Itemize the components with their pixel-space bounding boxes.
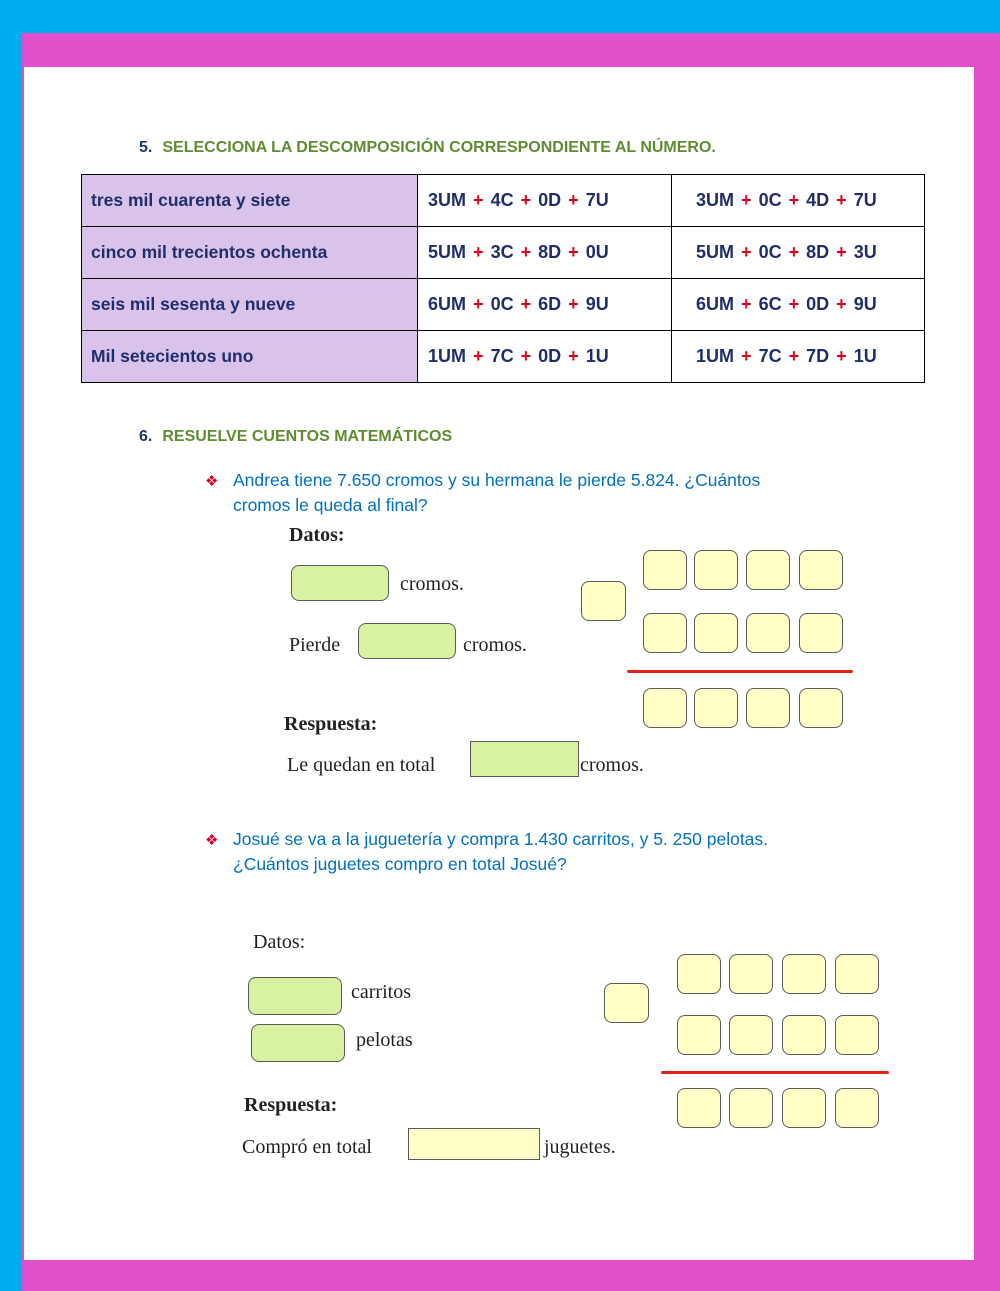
plus-sign: + xyxy=(473,346,484,366)
place-value-term: 8D xyxy=(806,242,830,262)
place-value-term: 9U xyxy=(853,294,877,314)
place-value-term: 6UM xyxy=(428,294,467,314)
plus-sign: + xyxy=(568,294,579,314)
plus-sign: + xyxy=(788,242,800,262)
plus-sign: + xyxy=(788,346,800,366)
plus-sign: + xyxy=(741,242,752,262)
place-value-term: 3UM xyxy=(696,190,735,210)
problem1-result-box[interactable] xyxy=(746,688,790,728)
problem1-digit-box[interactable] xyxy=(694,613,738,653)
place-value-term: 0D xyxy=(538,190,562,210)
problem2-carry-box[interactable] xyxy=(604,983,649,1023)
problem1-cromos2-label: cromos. xyxy=(463,634,527,656)
problem1-digit-box[interactable] xyxy=(746,550,790,590)
place-value-term: 3UM xyxy=(428,190,467,210)
plus-sign: + xyxy=(568,346,579,366)
place-value-term: 1U xyxy=(853,346,877,366)
problem1-carry-box[interactable] xyxy=(581,581,626,621)
problem2-respuesta-label: Respuesta: xyxy=(244,1094,338,1116)
problem1-digit-box[interactable] xyxy=(799,550,843,590)
section6-number: 6. xyxy=(139,428,153,445)
decomposition-option-2[interactable] xyxy=(672,279,925,331)
plus-sign: + xyxy=(520,242,532,262)
decomposition-table xyxy=(81,174,925,383)
place-value-term: 0D xyxy=(538,346,562,366)
section5-number: 5. xyxy=(139,139,153,156)
problem1-datos-label: Datos: xyxy=(289,524,345,546)
problem1-answer-prefix: Le quedan en total xyxy=(287,754,436,776)
problem1-digit-box[interactable] xyxy=(694,550,738,590)
plus-sign: + xyxy=(568,190,579,210)
place-value-term: 1UM xyxy=(696,346,735,366)
place-value-term: 8D xyxy=(538,242,562,262)
problem1-digit-box[interactable] xyxy=(799,613,843,653)
problem1-digit-box[interactable] xyxy=(643,550,687,590)
place-value-term: 5UM xyxy=(428,242,467,262)
problem1-cromos-input[interactable] xyxy=(291,565,389,601)
decomposition-option-1[interactable] xyxy=(418,279,672,331)
place-value-term: 0C xyxy=(758,190,782,210)
place-value-term: 5UM xyxy=(696,242,735,262)
plus-sign: + xyxy=(836,242,847,262)
plus-sign: + xyxy=(836,294,847,314)
decomposition-option-2[interactable] xyxy=(672,175,925,227)
plus-sign: + xyxy=(568,242,579,262)
problem2-digit-box[interactable] xyxy=(677,1015,721,1055)
place-value-term: 7C xyxy=(490,346,514,366)
problem1-respuesta-label: Respuesta: xyxy=(284,713,378,735)
place-value-term: 6D xyxy=(538,294,562,314)
problem2-text xyxy=(233,827,768,877)
decomposition-row xyxy=(82,279,925,331)
plus-sign: + xyxy=(473,190,484,210)
problem1-digit-box[interactable] xyxy=(643,613,687,653)
plus-sign: + xyxy=(836,190,847,210)
place-value-term: 4C xyxy=(490,190,514,210)
plus-sign: + xyxy=(741,294,752,314)
plus-sign: + xyxy=(520,294,532,314)
decomposition-option-1[interactable] xyxy=(418,331,672,383)
problem1-text xyxy=(233,468,760,518)
problem1-line1: Andrea tiene 7.650 cromos y su hermana le pierde 5.824. ¿Cuántos xyxy=(233,470,761,490)
problem2-pelotas-label: pelotas xyxy=(356,1029,413,1051)
problem1-pierde-input[interactable] xyxy=(358,623,456,659)
section5-heading xyxy=(139,139,716,157)
decomposition-option-1[interactable] xyxy=(418,175,672,227)
number-in-words: seis mil sesenta y nueve xyxy=(82,279,418,331)
decomposition-row xyxy=(82,175,925,227)
plus-sign: + xyxy=(788,294,800,314)
plus-sign: + xyxy=(473,242,484,262)
place-value-term: 7U xyxy=(585,190,609,210)
problem2-result-box[interactable] xyxy=(677,1088,721,1128)
decomposition-option-1[interactable] xyxy=(418,227,672,279)
decomposition-option-2[interactable] xyxy=(672,227,925,279)
place-value-term: 3U xyxy=(853,242,877,262)
worksheet-page xyxy=(24,67,974,1260)
number-in-words: tres mil cuarenta y siete xyxy=(82,175,418,227)
place-value-term: 4D xyxy=(806,190,830,210)
problem2-result-box[interactable] xyxy=(729,1088,773,1128)
problem2-line1: Josué se va a la juguetería y compra 1.430 carritos, y 5. 250 pelotas. xyxy=(233,829,769,849)
problem2-digit-box[interactable] xyxy=(782,954,826,994)
plus-sign: + xyxy=(788,190,800,210)
problem1-answer-input[interactable] xyxy=(470,741,579,777)
problem1-result-box[interactable] xyxy=(799,688,843,728)
plus-sign: + xyxy=(473,294,484,314)
plus-sign: + xyxy=(520,190,532,210)
problem1-result-box[interactable] xyxy=(694,688,738,728)
place-value-term: 7U xyxy=(853,190,877,210)
plus-sign: + xyxy=(741,190,752,210)
problem1-answer-suffix: cromos. xyxy=(580,754,644,776)
problem2-digit-box[interactable] xyxy=(835,1015,879,1055)
decomposition-option-2[interactable] xyxy=(672,331,925,383)
problem2-digit-box[interactable] xyxy=(729,954,773,994)
place-value-term: 0U xyxy=(585,242,609,262)
place-value-term: 1U xyxy=(585,346,609,366)
plus-sign: + xyxy=(836,346,847,366)
problem2-digit-box[interactable] xyxy=(729,1015,773,1055)
section5-title: SELECCIONA LA DESCOMPOSICIÓN CORRESPONDIENTE AL NÚMERO. xyxy=(162,139,716,156)
decomposition-row xyxy=(82,227,925,279)
problem2-answer-suffix: juguetes. xyxy=(544,1136,616,1158)
decomposition-row xyxy=(82,331,925,383)
problem2-answer-input[interactable] xyxy=(408,1128,540,1160)
place-value-term: 9U xyxy=(585,294,609,314)
problem1-result-box[interactable] xyxy=(643,688,687,728)
problem1-line2: cromos le queda al final? xyxy=(233,495,428,515)
place-value-term: 6UM xyxy=(696,294,735,314)
section6-heading xyxy=(139,428,452,446)
place-value-term: 0C xyxy=(758,242,782,262)
problem2-digit-box[interactable] xyxy=(677,954,721,994)
problem2-carritos-label: carritos xyxy=(351,981,411,1003)
problem2-digit-box[interactable] xyxy=(835,954,879,994)
problem2-datos-label: Datos: xyxy=(253,931,306,953)
plus-sign: + xyxy=(520,346,532,366)
place-value-term: 7C xyxy=(758,346,782,366)
section6-title: RESUELVE CUENTOS MATEMÁTICOS xyxy=(162,428,453,445)
problem2-answer-prefix: Compró en total xyxy=(242,1136,372,1158)
diamond-bullet-icon: ❖ xyxy=(205,832,219,849)
plus-sign: + xyxy=(741,346,752,366)
problem1-pierde-label: Pierde xyxy=(289,634,341,656)
problem1-sum-line xyxy=(627,670,853,673)
place-value-term: 6C xyxy=(758,294,782,314)
problem2-pelotas-input[interactable] xyxy=(251,1024,345,1062)
diamond-bullet-icon: ❖ xyxy=(205,473,219,490)
place-value-term: 0C xyxy=(490,294,514,314)
place-value-term: 1UM xyxy=(428,346,467,366)
problem2-result-box[interactable] xyxy=(835,1088,879,1128)
problem2-carritos-input[interactable] xyxy=(248,977,342,1015)
problem1-digit-box[interactable] xyxy=(746,613,790,653)
problem2-result-box[interactable] xyxy=(782,1088,826,1128)
problem1-cromos-label: cromos. xyxy=(400,573,464,595)
number-in-words: cinco mil trecientos ochenta xyxy=(82,227,418,279)
number-in-words: Mil setecientos uno xyxy=(82,331,418,383)
problem2-line2: ¿Cuántos juguetes compro en total Josué? xyxy=(233,854,567,874)
place-value-term: 3C xyxy=(490,242,514,262)
place-value-term: 0D xyxy=(806,294,830,314)
problem2-sum-line xyxy=(661,1071,889,1074)
problem2-digit-box[interactable] xyxy=(782,1015,826,1055)
place-value-term: 7D xyxy=(806,346,830,366)
